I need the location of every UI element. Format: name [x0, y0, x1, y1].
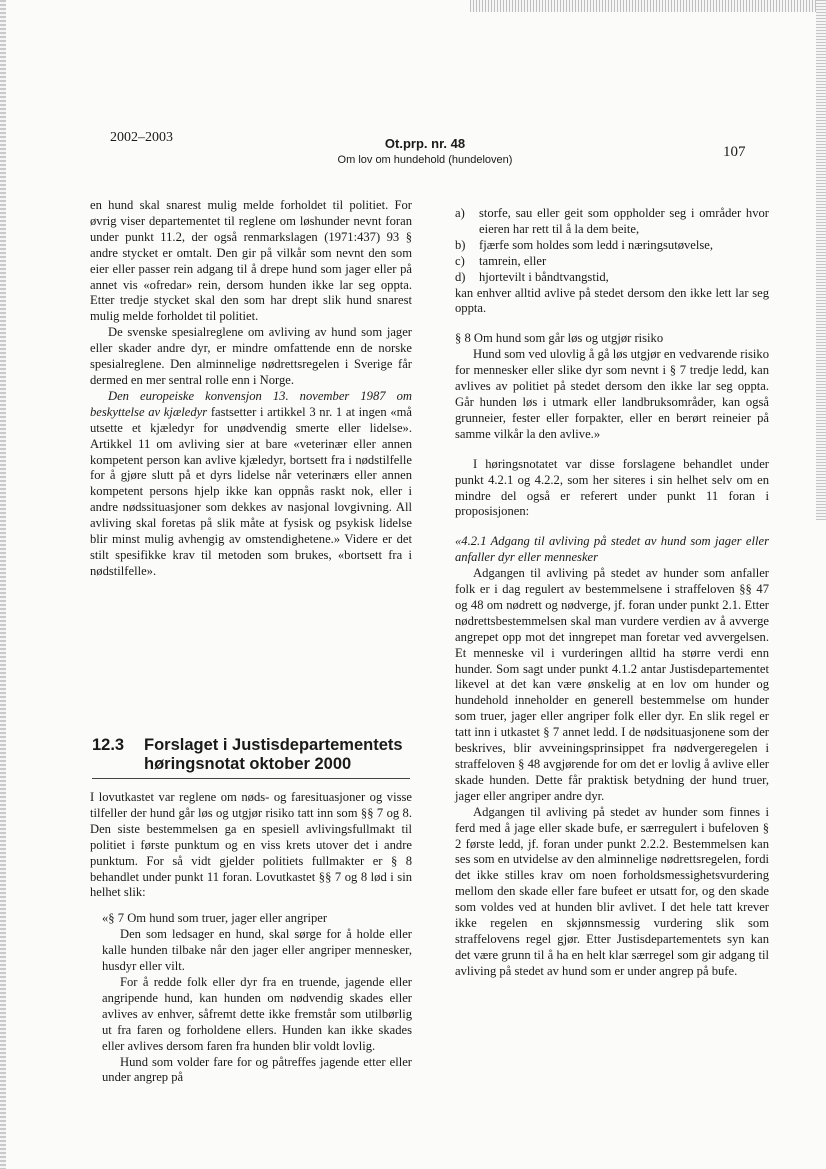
italic-reference: Den europeiske konvensjon 13. november 1987 om beskyttelse av kjæledyr	[90, 388, 412, 419]
quote-paragraph: Adgangen til avliving på stedet av hunder som anfaller folk er i dag regulert av bestemmelsene i straffeloven §§ 47 og 48 om nødrett og nødverge, jf. foran under punkt 2.1. Etter nødrettsbestemmelsen skal man vurdere verdien av å avverge angrepet opp mot det inngrepet man foretar ved avvergelsen. Et menneske vil i vurderingen alltid ha større verdi enn hunder. Som sagt under punkt 4.1.2 antar Justisdepartementet likevel at det kan være ønskelig at en lov om hunder og hundehold inneholder en generell bestemmelse om hunder som truer, jager eller angriper folk eller dyr. En slik regel er tatt inn i utkastet § 7 annet ledd. I de nødsituasjonene som der beskrives, blir avveiningsprinsippet fra nødvergeregelen i straffeloven § 48 avgjørende for om det er lovlig å avlive eller skade hunden. Dette får praktisk betydning der hund truer, jager eller angriper andre dyr.	[455, 566, 769, 803]
left-column	[90, 198, 412, 580]
quote-paragraph: Den som ledsager en hund, skal sørge for å holde eller kalle hunden tilbake når den jager eller angriper mennesker, husdyr eller vilt.	[102, 927, 412, 974]
quote-heading: § 8 Om hund som går løs og utgjør risiko	[455, 331, 664, 346]
heading-rule	[92, 778, 410, 779]
list-item	[455, 270, 769, 286]
scan-edge-left	[0, 0, 6, 1169]
paragraph: I høringsnotatet var disse forslagene behandlet under punkt 4.2.1 og 4.2.2, som her siteres i sin helhet selv om en mindre del også er referert under punkt 11 foran i proposisjonen:	[455, 456, 769, 519]
scan-edge-right	[816, 0, 826, 520]
list-text: tamrein, eller	[479, 253, 547, 268]
list-text: fjærfe som holdes som ledd i næringsutøvelse,	[479, 237, 714, 252]
scan-edge-top	[470, 0, 826, 12]
header-year: 2002–2003	[110, 130, 173, 145]
list-text: hjortevilt i båndtvangstid,	[479, 269, 609, 284]
document-subtitle: Om lov om hundehold (hundeloven)	[337, 154, 513, 166]
page-number: 107	[723, 144, 746, 160]
paragraph	[90, 389, 412, 580]
quote-heading: «§ 7 Om hund som truer, jager eller angriper	[102, 911, 328, 926]
quote-paragraph: Adgangen til avliving på stedet av hunder som finnes i ferd med å jage eller skade bufe, er særregulert i bufeloven § 2 første ledd, jf. foran under punkt 2.2.2. Bestemmelsen kan ses som en utvidelse av den alminnelige nødrettsregelen, fordi det ikke stilles krav om noen forholdsmessighetsvurdering mellom den skade eller fare bufeet er utsatt for, og den skade som voldes ved at hunden blir avlivet. I det hele tatt krever ikke regelen en skjønnsmessig vurdering slik som straffelovens regel gjør. Etter Justisdepartementets syn kan det være grunn til å ha en helt klar særregel som gir adgang til avliving på stedet av hund som er under angrep på bufe.	[455, 804, 769, 978]
right-column	[455, 206, 769, 980]
quote-heading: «4.2.1 Adgang til avliving på stedet av hund som jager eller anfaller dyr eller mennesker	[455, 534, 769, 565]
list-label: b)	[455, 237, 466, 252]
section-title: Forslaget i Justisdepartementets høringsnotat oktober 2000	[144, 736, 403, 773]
section-heading	[92, 736, 412, 774]
document-title: Ot.prp. nr. 48	[384, 136, 466, 151]
list-item	[455, 206, 769, 238]
list-label: a)	[455, 206, 465, 220]
quote-paragraph: Hund som ved ulovlig å gå løs utgjør en vedvarende risiko for mennesker eller slike dyr som nevnt i § 7 tredje ledd, kan avlives av politiet på stedet dersom den ikke lar seg oppta. Går hunden løs i utmark eller landbruksområder, kan også grunneier, fester eller forpakter, eller en berørt reineier på samme vilkår la den avlive.»	[455, 347, 769, 441]
quote-paragraph: For å redde folk eller dyr fra en truende, jagende eller angripende hund, kan hunden om nødvendig skades eller avlives av enhver, såfremt dette ikke fremstår som utilbørlig ut fra faren og forholdene ellers. Hunden kan ikke skades eller avlives dersom faren fra hunden blir voldt lovlig.	[102, 974, 412, 1053]
paragraph-text: fastsetter i artikkel 3 nr. 1 at ingen «må utsette et kjæledyr for unødvendig smerte eller lidelse». Artikkel 11 om avliving sier at bare «veterinær eller annen kompetent person kan avlive kjæledyr, bortsett fra i nødstilfelle for å gjøre slutt på et dyrs lidelse når veterinærs eller annen kompetent persons hjelp ikke kan oppnås raskt nok, eller i andre nødssituasjoner som dekkes av nasjonal lovgivning. All avliving skal foretas på slik måte at fysisk og psykisk lidelse blir minst mulig avhengig av omstendighetene.» Videre er det stilt spesifikke krav til metoden som brukes, «bortsett fra i nødstilfelle».	[90, 404, 413, 578]
list-label: d)	[455, 269, 466, 284]
section-number: 12.3	[92, 736, 125, 754]
quoted-law-text	[90, 911, 412, 1086]
left-lower-column	[90, 790, 412, 1086]
paragraph: I lovutkastet var reglene om nøds- og faresituasjoner og visse tilfeller der hund går løs og utgjør risiko tatt inn som §§ 7 og 8. Den siste bestemmelsen ga en spesiell avlivingsfullmakt til politiet i første punktum og en viss krets utover det i andre punktum. For så vidt gjelder politiets fullmakter er § 8 behandlet under punkt 11 foran. Lovutkastet §§ 7 og 8 lød i sin helhet slik:	[90, 790, 412, 900]
list-label: c)	[455, 253, 465, 268]
paragraph: kan enhver alltid avlive på stedet dersom den ikke lett lar seg oppta.	[455, 285, 769, 316]
running-header	[300, 136, 550, 166]
list-item	[455, 238, 769, 254]
paragraph: De svenske spesialreglene om avliving av hund som jager eller skader andre dyr, er mindre omfattende enn de norske spesialreglene. Den alminnelige nødrettsregelen i Sverige får dermed en mer sentral rolle enn i Norge.	[90, 325, 412, 387]
quote-paragraph: Hund som volder fare for og påtreffes jagende etter eller under angrep på	[102, 1054, 412, 1085]
list-text: storfe, sau eller geit som oppholder seg i områder hvor eieren har rett til å la dem beite,	[479, 206, 769, 236]
list-item	[455, 254, 769, 270]
paragraph: en hund skal snarest mulig melde forholdet til politiet. For øvrig viser departementet til reglene om løshunder nevnt foran under punkt 11.2, der også renmarkslagen (1971:437) 93 § andre stycket er omtalt. Den gir på vilkår som nevnt den som eier eller passer rein adgang til å drepe hund som jager eller på annet vis «ofredar» rein, dersom hunden ikke lar seg oppta. Etter tredje stycket skal den som har drept slik hund snarest mulig melde forholdet til politiet.	[90, 198, 412, 324]
